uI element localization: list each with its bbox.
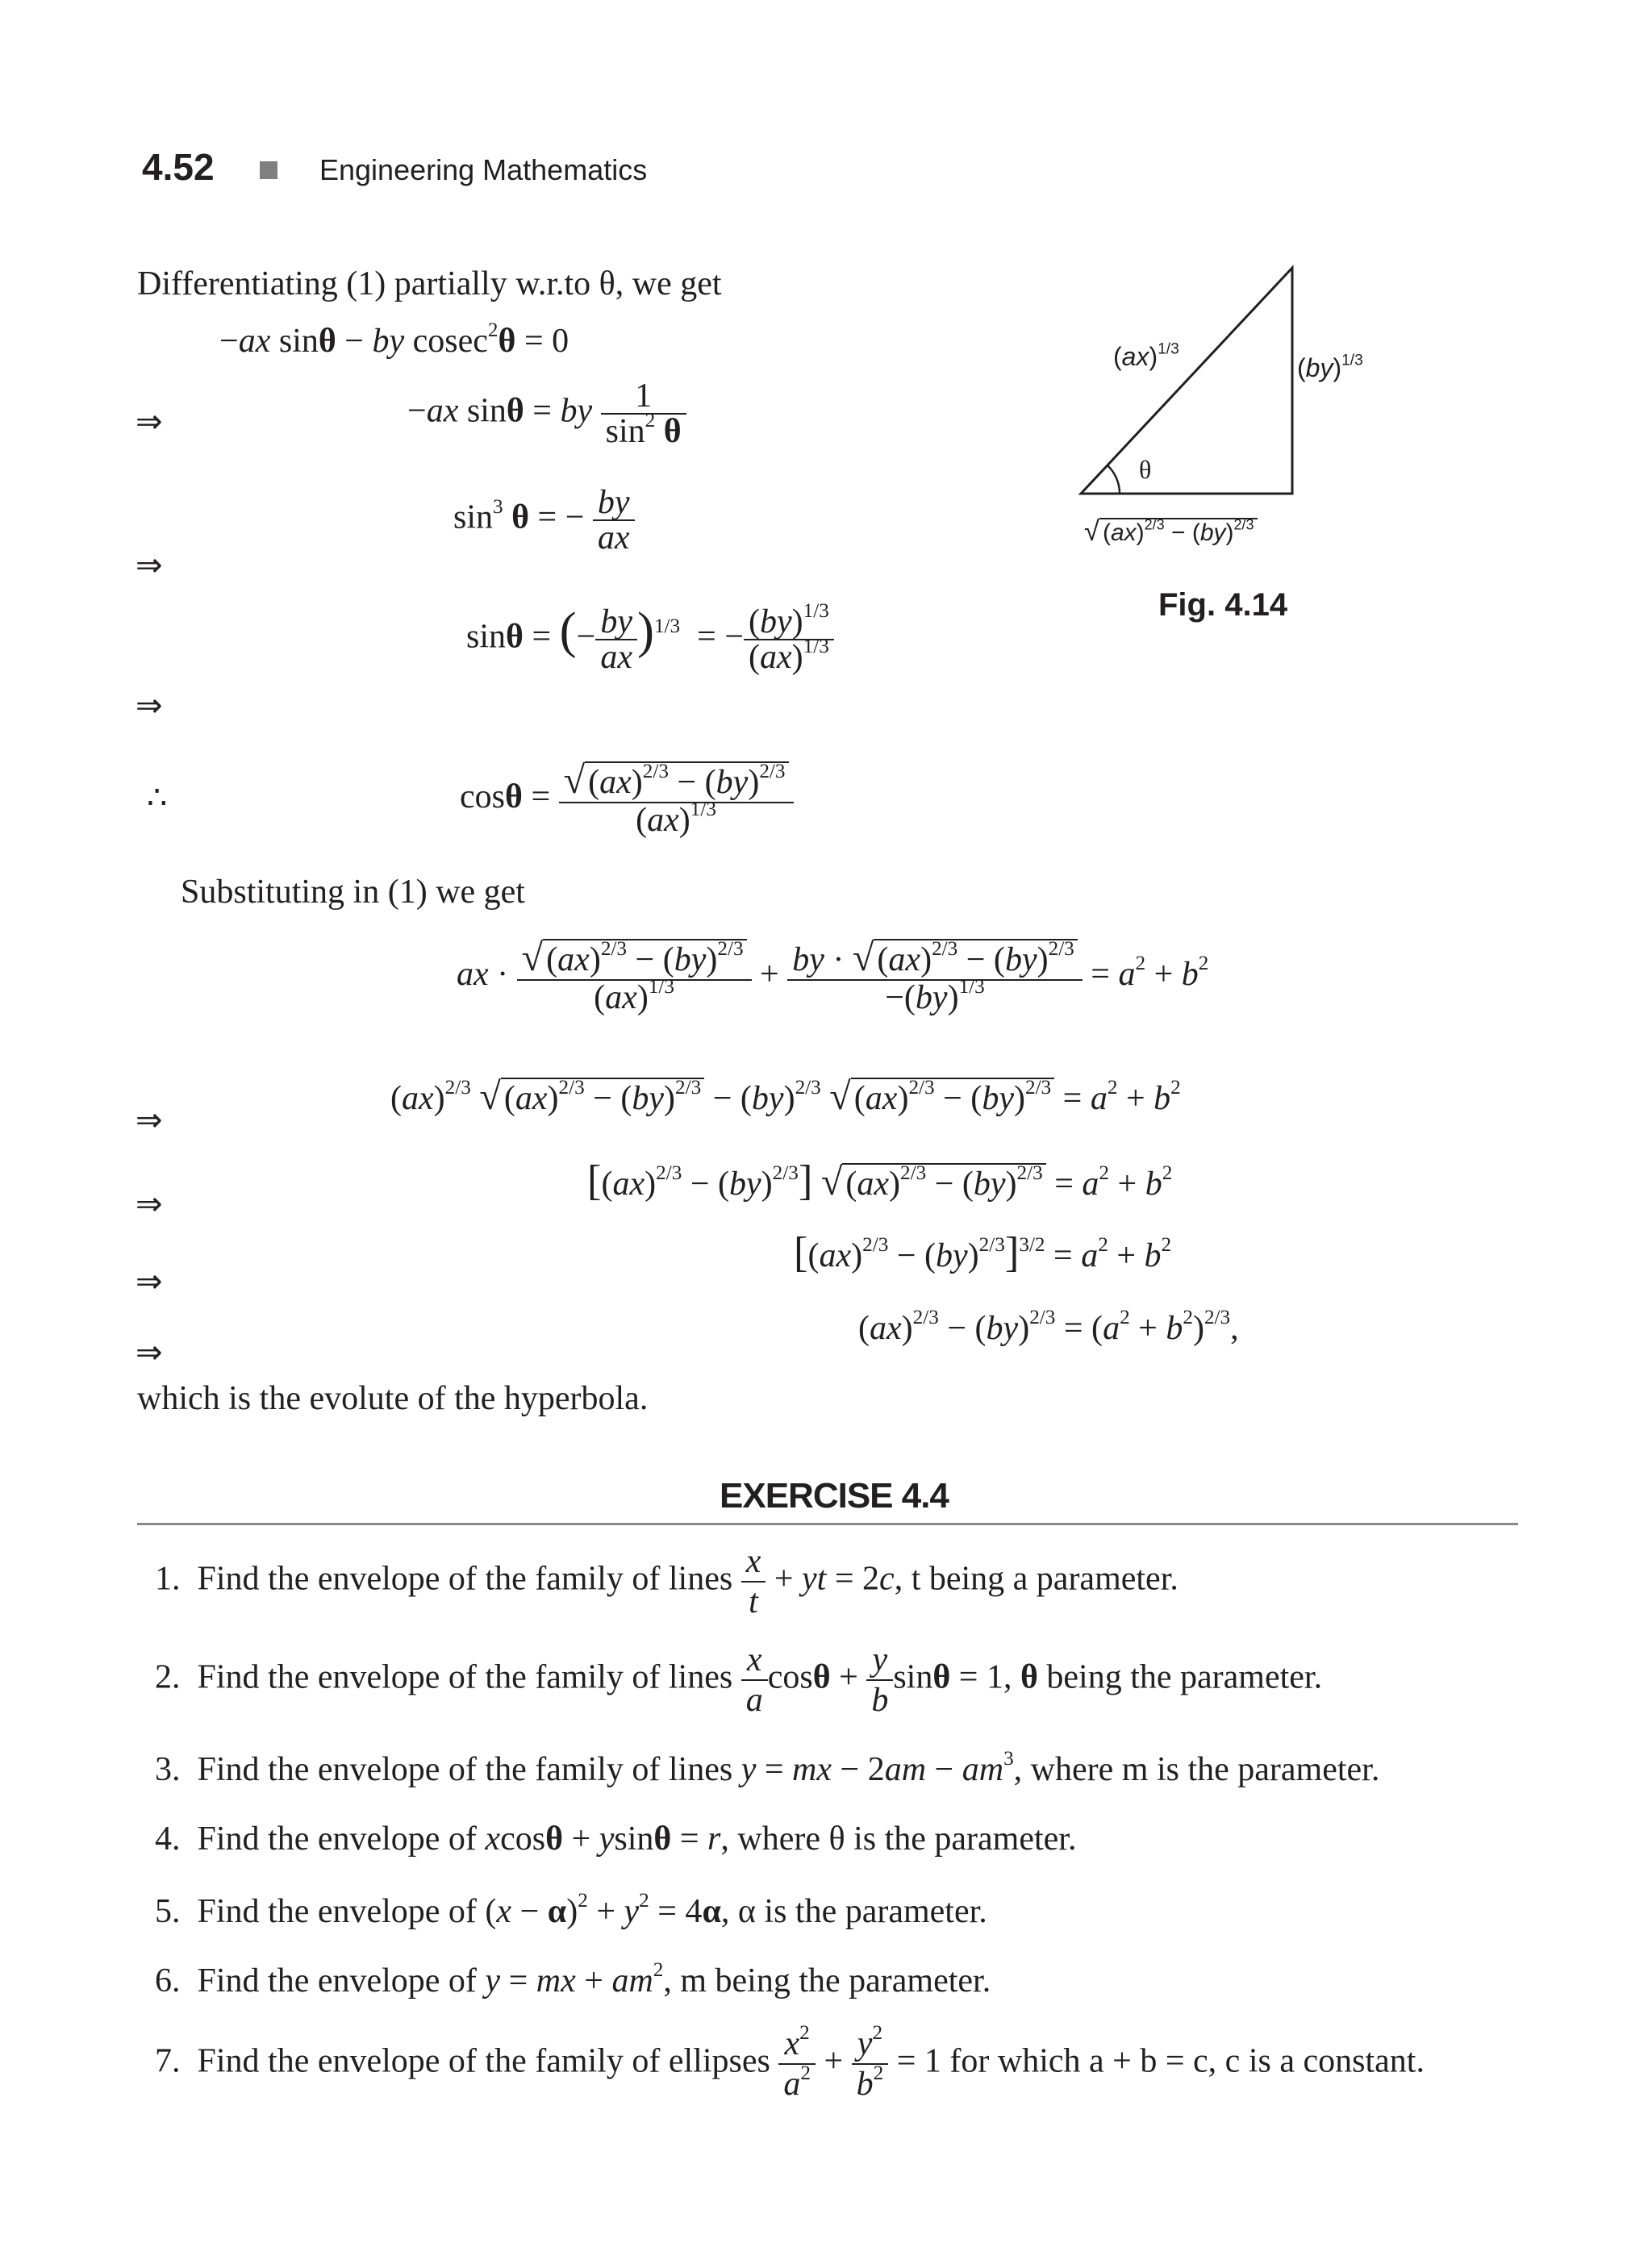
item-text: Find the envelope of [197, 1893, 477, 1930]
item-text-after: m being the parameter. [680, 1962, 991, 2000]
equation-step-6: $[(ax)^{2/3} - (by)^{2/3}]^{3/2} = a^2 + b^2$ [794, 1229, 1172, 1276]
implies-symbol: ⇒ [136, 403, 163, 440]
exercise-item-1: 1. Find the envelope of the family of lines $\frac{x}{t}$ + yt = 2c, t being a parameter. [155, 1543, 1179, 1620]
page-number: 4.52 [142, 146, 215, 188]
vertical-side-label: (by)$^{1/3}$ [1297, 352, 1363, 382]
item-text-after: t being a parameter. [911, 1560, 1179, 1598]
item-number: 4. [155, 1820, 181, 1858]
item-text: Find the envelope of the family of ellipses [197, 2042, 770, 2080]
item-text: Find the envelope of the family of lines [197, 1560, 733, 1598]
equation-step-2: $\sin^3 \theta$ = − $\frac{by}{ax}$ [453, 486, 635, 555]
substituting-text: Substituting in (1) we get [181, 874, 525, 911]
equation-step-3: sinθ = (− $\frac{by}{ax}$ )$^{1/3}$ = − $\frac{(by)^{1/3}}{(ax)^{1/3}}$ [466, 605, 834, 674]
item-number: 1. [155, 1560, 181, 1598]
implies-symbol: ⇒ [136, 1102, 163, 1139]
base-label: √ (ax)$^{2/3}$ − (by)$^{2/3}$ [1084, 516, 1258, 548]
implies-symbol: ⇒ [136, 1263, 163, 1300]
equation-cos: cosθ = $\frac{√(ax)^{2/3} - (by)^{2/3}}{(ax)^{1/3}}$ [460, 761, 794, 837]
intro-text: Differentiating (1) partially w.r.to θ, we get [137, 265, 722, 302]
exercise-rule [137, 1523, 1518, 1525]
exercise-item-6: 6. Find the envelope of y = mx + $am^2$, m being the parameter. [155, 1959, 991, 2000]
exercise-item-3: 3. Find the envelope of the family of lines y = mx − $2am - am^3$, where m is the parameter. [155, 1748, 1380, 1788]
item-text-after: , where m is the parameter. [1013, 1751, 1380, 1788]
item-number: 5. [155, 1893, 181, 1930]
angle-arc [1108, 465, 1120, 494]
figure-caption: Fig. 4.14 [1158, 587, 1288, 623]
hypotenuse-label: (ax)$^{1/3}$ [1113, 340, 1179, 371]
item-number: 6. [155, 1962, 181, 2000]
implies-symbol: ⇒ [136, 1186, 163, 1223]
right-triangle [1081, 268, 1292, 494]
item-text: Find the envelope of [197, 1962, 477, 2000]
equation-step-5: [(ax)$^{2/3}$ − (by)$^{2/3}$] $√(ax)^{2/3} - (by)^{2/3} = a^2 + b^2$ [587, 1157, 1173, 1204]
therefore-symbol: ∴ [147, 779, 168, 816]
exercise-item-4: 4. Find the envelope of xcosθ + ysinθ = r, where θ is the parameter. [155, 1820, 1077, 1858]
item-text: Find the envelope of the family of lines [197, 1751, 733, 1788]
equation-derivative: −ax sinθ − by cosec$^2$θ = 0 [219, 319, 569, 360]
exercise-item-7: 7. Find the envelope of the family of ellipses $\frac{x^2}{a^2}$ + $\frac{y^2}{b^2}$ = 1 for which a + b = c, c is a constant. [155, 2022, 1425, 2103]
item-text-after: for which a + b = c, c is a constant. [949, 2042, 1425, 2080]
equation-step-1: −ax sinθ = by $\frac{1}{\sin^2 \theta}$ [407, 379, 686, 448]
item-text-after: α is the parameter. [737, 1893, 987, 1930]
square-bullet-icon [260, 161, 277, 179]
equation-evolute: $(ax)^{2/3} - (by)^{2/3} = (a^2 + b^2)^{2/3}$, [858, 1307, 1239, 1347]
exercise-item-5: 5. Find the envelope of $(x - \alpha)^2 + y^2 = 4\alpha$, α is the parameter. [155, 1890, 987, 1930]
item-number: 3. [155, 1751, 181, 1788]
conclusion-text: which is the evolute of the hyperbola. [137, 1380, 649, 1417]
item-text-after: where θ is the parameter. [737, 1820, 1077, 1858]
item-text-after: being the parameter. [1046, 1658, 1323, 1696]
item-text: Find the envelope of [197, 1820, 477, 1858]
item-number: 7. [155, 2042, 181, 2080]
exercise-item-2: 2. Find the envelope of the family of lines $\frac{x}{a}$ cosθ + $\frac{y}{b}$ sinθ = 1, θ being the parameter. [155, 1641, 1323, 1719]
book-title: Engineering Mathematics [319, 153, 648, 186]
angle-theta-label: θ [1139, 455, 1152, 484]
equation-step-4: (ax)$^{2/3}$ √(ax)$^{2/3}$ − (by)$^{2/3}$ − (by)$^{2/3}$ $√(ax)^{2/3} - (by)^{2/3} = a^2 + b^2$ [390, 1075, 1181, 1118]
implies-symbol: ⇒ [136, 1334, 163, 1371]
implies-symbol: ⇒ [136, 547, 163, 584]
implies-symbol: ⇒ [136, 687, 163, 724]
item-text: Find the envelope of the family of lines [197, 1658, 733, 1696]
equation-substitution: ax · $\frac{√(ax)^{2/3} - (by)^{2/3}}{(ax)^{1/3}}$ + $\frac{by \cdot √(ax)^{2/3} - (by)^{2/3}}{-(by)^{1/3}}$ = $a^2 + b^2$ [457, 936, 1209, 1017]
item-number: 2. [155, 1658, 181, 1696]
exercise-title: EXERCISE 4.4 [720, 1476, 949, 1516]
